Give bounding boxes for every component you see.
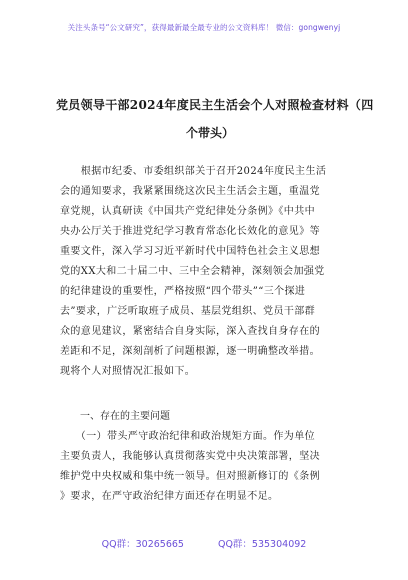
document-title-continuation: 个带头）	[186, 126, 235, 140]
paragraph-line: 维护党中央权威和集中统一领导。但对照新修订的《条例	[60, 471, 320, 482]
qq-group-1: QQ群：30265665	[101, 539, 184, 550]
paragraph-line: 重要文件，深入学习习近平新时代中国特色社会主义思想	[60, 246, 320, 257]
document-title: 党员领导干部2024年度民主生活会个人对照检查材料（四	[56, 98, 374, 112]
section1-paragraph	[60, 427, 350, 507]
qq-group-2: QQ群：535304092	[217, 539, 307, 550]
paragraph-line: 差距和不足，深刻剖析了问题根源，逐一明确整改举措。	[60, 346, 320, 357]
section-heading: 一、存在的主要问题	[80, 411, 170, 422]
paragraph-line: 根据市纪委、市委组织部关于召开2024年度民主生活	[60, 166, 327, 177]
paragraph-line: 现将个人对照情况汇报如下。	[60, 366, 196, 377]
paragraph-line: 主要负责人，我能够认真贯彻落实党中央决策部署，坚决	[60, 451, 320, 462]
intro-paragraph	[60, 162, 350, 382]
footer-contact	[0, 536, 408, 550]
paragraph-line: 党的XX大和二十届二中、三中全会精神，深刻领会加强党	[60, 266, 325, 277]
paragraph-line: 的纪律建设的重要性，严格按照“四个带头”“三个探进	[60, 286, 306, 297]
paragraph-line: 众的意见建议，紧密结合自身实际，深入查找自身存在的	[60, 326, 320, 337]
paragraph-line: 会的通知要求，我紧紧围绕这次民主生活会主题，重温党	[60, 186, 320, 197]
paragraph-line: 》要求，在严守政治纪律方面还存在明显不足。	[60, 491, 279, 502]
header-banner: 关注头条号“公文研究”，获得最新最全最专业的公文资料库！ 微信：gongwenyj	[67, 23, 341, 32]
paragraph-line: 去”要求，广泛听取班子成员、基层党组织、党员干部群	[60, 306, 316, 317]
paragraph-line: 章党规，认真研读《中国共产党纪律处分条例》《中共中	[60, 206, 315, 217]
paragraph-line: （一）带头严守政治纪律和政治规矩方面。作为单位	[60, 431, 315, 442]
paragraph-line: 央办公厅关于推进党纪学习教育常态化长效化的意见》等	[60, 226, 320, 237]
